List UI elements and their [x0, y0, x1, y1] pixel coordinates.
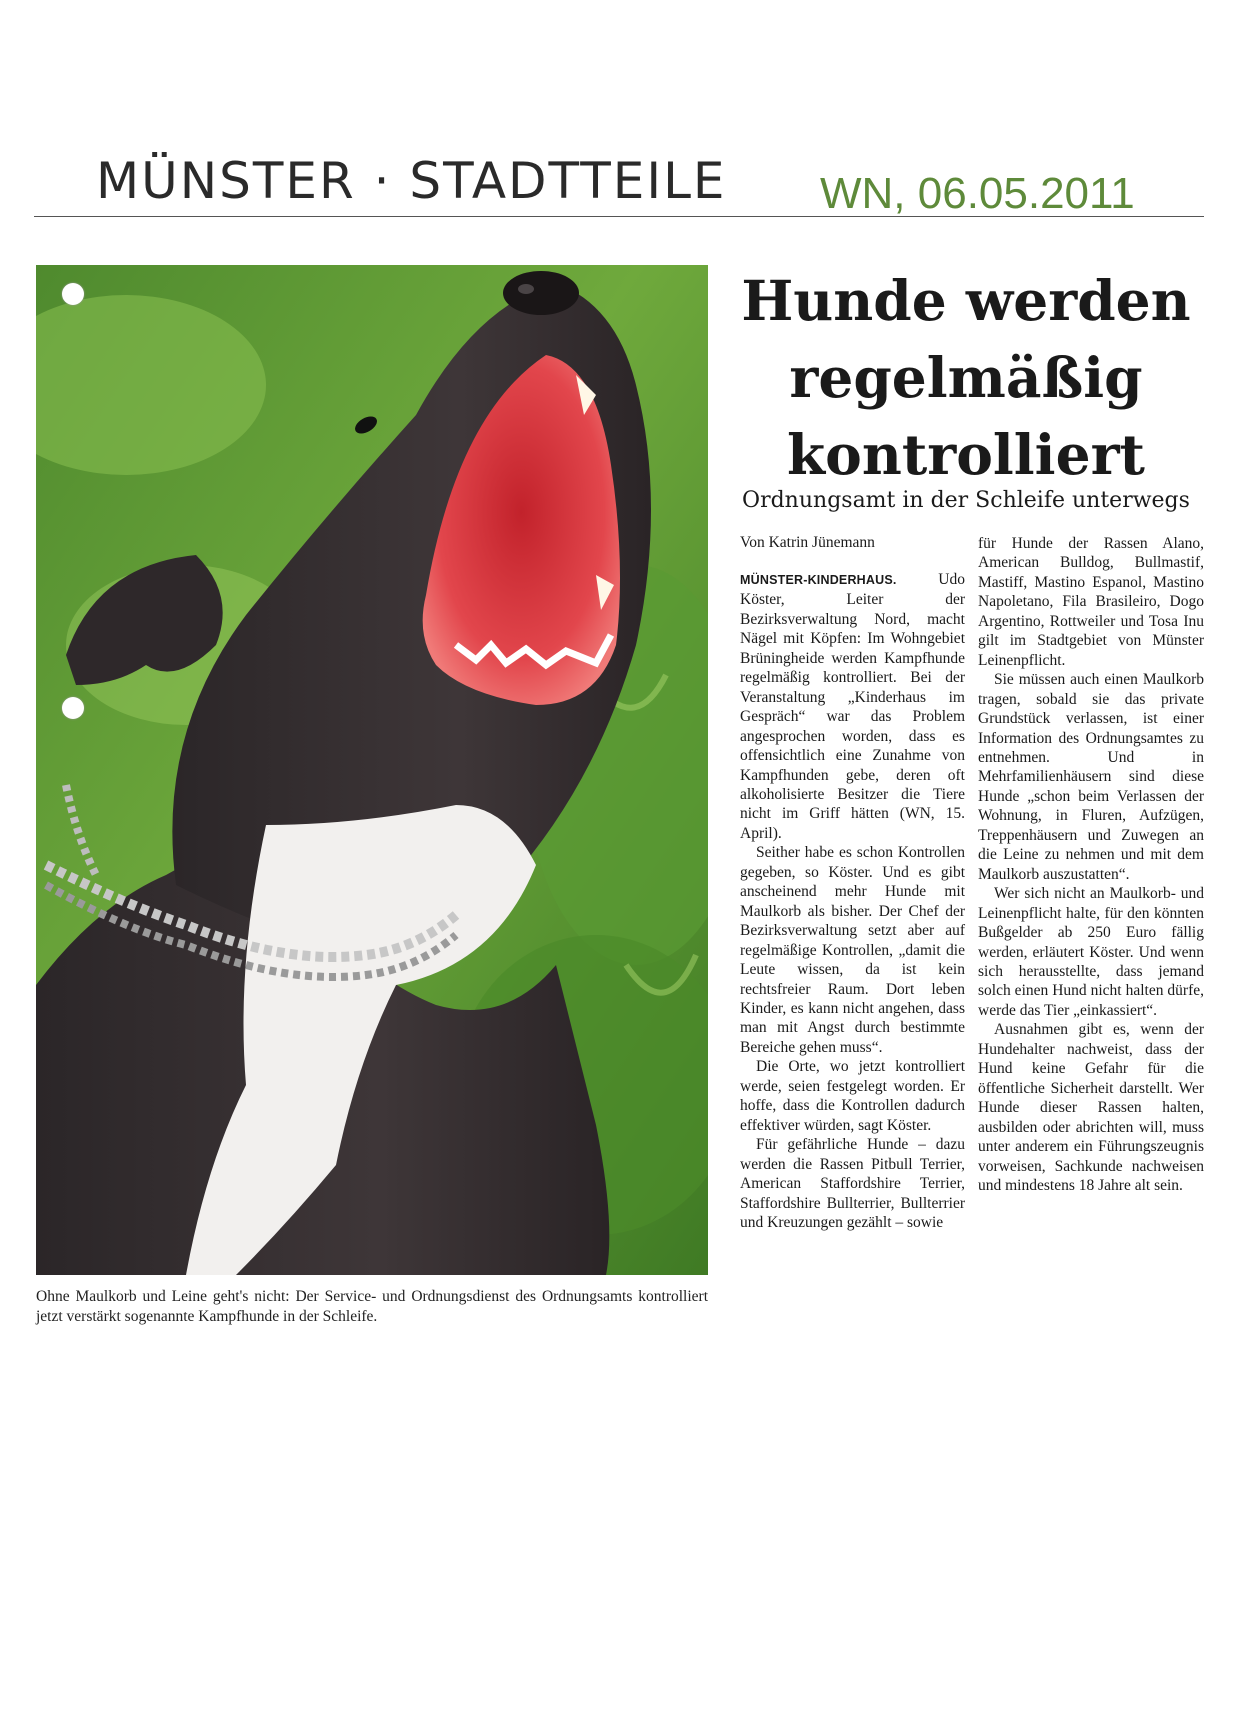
- punch-hole-middle: [62, 697, 84, 719]
- paragraph: Für gefährliche Hunde – dazu werden die Rassen Pitbull Terrier, American Staffordshire Terrier, Staffordshire Bullterrier, Bullterrier und Kreuzungen gezählt – sowie: [740, 1136, 965, 1231]
- subheadline: Ordnungsamt in der Schleife unterwegs: [742, 488, 1190, 513]
- paragraph-continued: für Hunde der Rassen Alano, American Bulldog, Bullmastif, Mastiff, Mastino Espanol, Mastino Napoletano, Fila Brasileiro, Dogo Argentino, Rottweiler und Tosa Inu gilt im Stadtgebiet von Münster Leinenpflicht.: [978, 535, 1204, 669]
- dog-photo: [36, 265, 708, 1275]
- paragraph: Sie müssen auch einen Maulkorb tragen, sobald sie das private Grundstück verlassen, ist einer Information des Ordnungsamtes zu entnehmen. Und in Mehrfamilienhäusern sind diese Hunde „schon beim Verlassen der Wohnung, in Fluren, Aufzügen, Treppenhäusern und Zuwegen an die Leine zu nehmen und mit dem Maulkorb auszustatten“.: [978, 671, 1204, 883]
- paragraph: Wer sich nicht an Maulkorb- und Leinenpflicht halte, für den könnten Bußgelder ab 250 Euro fällig werden, erläutert Köster. Und wenn sich herausstellte, dass jemand solch einen Hund nicht halten dürfe, werde das Tier „einkassiert“.: [978, 885, 1204, 1019]
- section-title: MÜNSTER · STADTTEILE: [96, 152, 727, 210]
- lead-text: Udo Köster, Leiter der Bezirksverwaltung Nord, macht Nägel mit Köpfen: Im Wohngebiet Brüningheide werden Kampfhunde regelmäßig kontrolliert. Bei der Veranstaltung „Kinderhaus im Gespräch“ war das Problem angesprochen worden, dass es offensichtlich eine Zunahme von Kampfhunden gebe, deren oft alkoholisierte Besitzer die Tiere nicht im Griff hätten (WN, 15. April).: [740, 571, 965, 842]
- header-rule: [34, 216, 1204, 217]
- dateline-location: MÜNSTER-KINDERHAUS.: [740, 573, 897, 587]
- headline: Hunde werden regelmäßig kontrolliert: [741, 268, 1191, 487]
- byline: Von Katrin Jünemann: [740, 534, 875, 551]
- article-column-1: [740, 570, 965, 1232]
- paragraph: Ausnahmen gibt es, wenn der Hundehalter nachweist, dass der Hund keine Gefahr für die öffentliche Sicherheit darstellt. Wer Hunde dieser Rassen halten, ausbilden oder abrichten will, muss unter anderem ein Führungszeugnis vorweisen, Sachkunde nachweisen und mindestens 18 Jahre alt sein.: [978, 1021, 1204, 1194]
- article-column-2: [978, 534, 1204, 1195]
- paragraph: Seither habe es schon Kontrollen gegeben, so Köster. Und es gibt anscheinend mehr Hunde mit Maulkorb als bisher. Der Chef der Bezirksverwaltung setzt aber auf regelmäßige Kontrollen, „damit die Leute wissen, da ist kein rechtsfreier Raum. Dort leben Kinder, es kann nicht angehen, dass man mit Angst durch bestimmte Bereiche gehen muss“.: [740, 844, 965, 1056]
- punch-hole-top: [62, 283, 84, 305]
- date-stamp: WN, 06.05.2011: [820, 169, 1135, 218]
- photo-caption: Ohne Maulkorb und Leine geht's nicht: Der Service- und Ordnungsdienst des Ordnungsamts kontrolliert jetzt verstärkt sogenannte Kampfhunde in der Schleife.: [36, 1288, 708, 1325]
- lead-paragraph: [740, 570, 965, 843]
- paragraph: Die Orte, wo jetzt kontrolliert werde, seien festgelegt worden. Er hoffe, dass die Kontrollen dadurch effektiver würden, sagt Köster.: [740, 1058, 965, 1134]
